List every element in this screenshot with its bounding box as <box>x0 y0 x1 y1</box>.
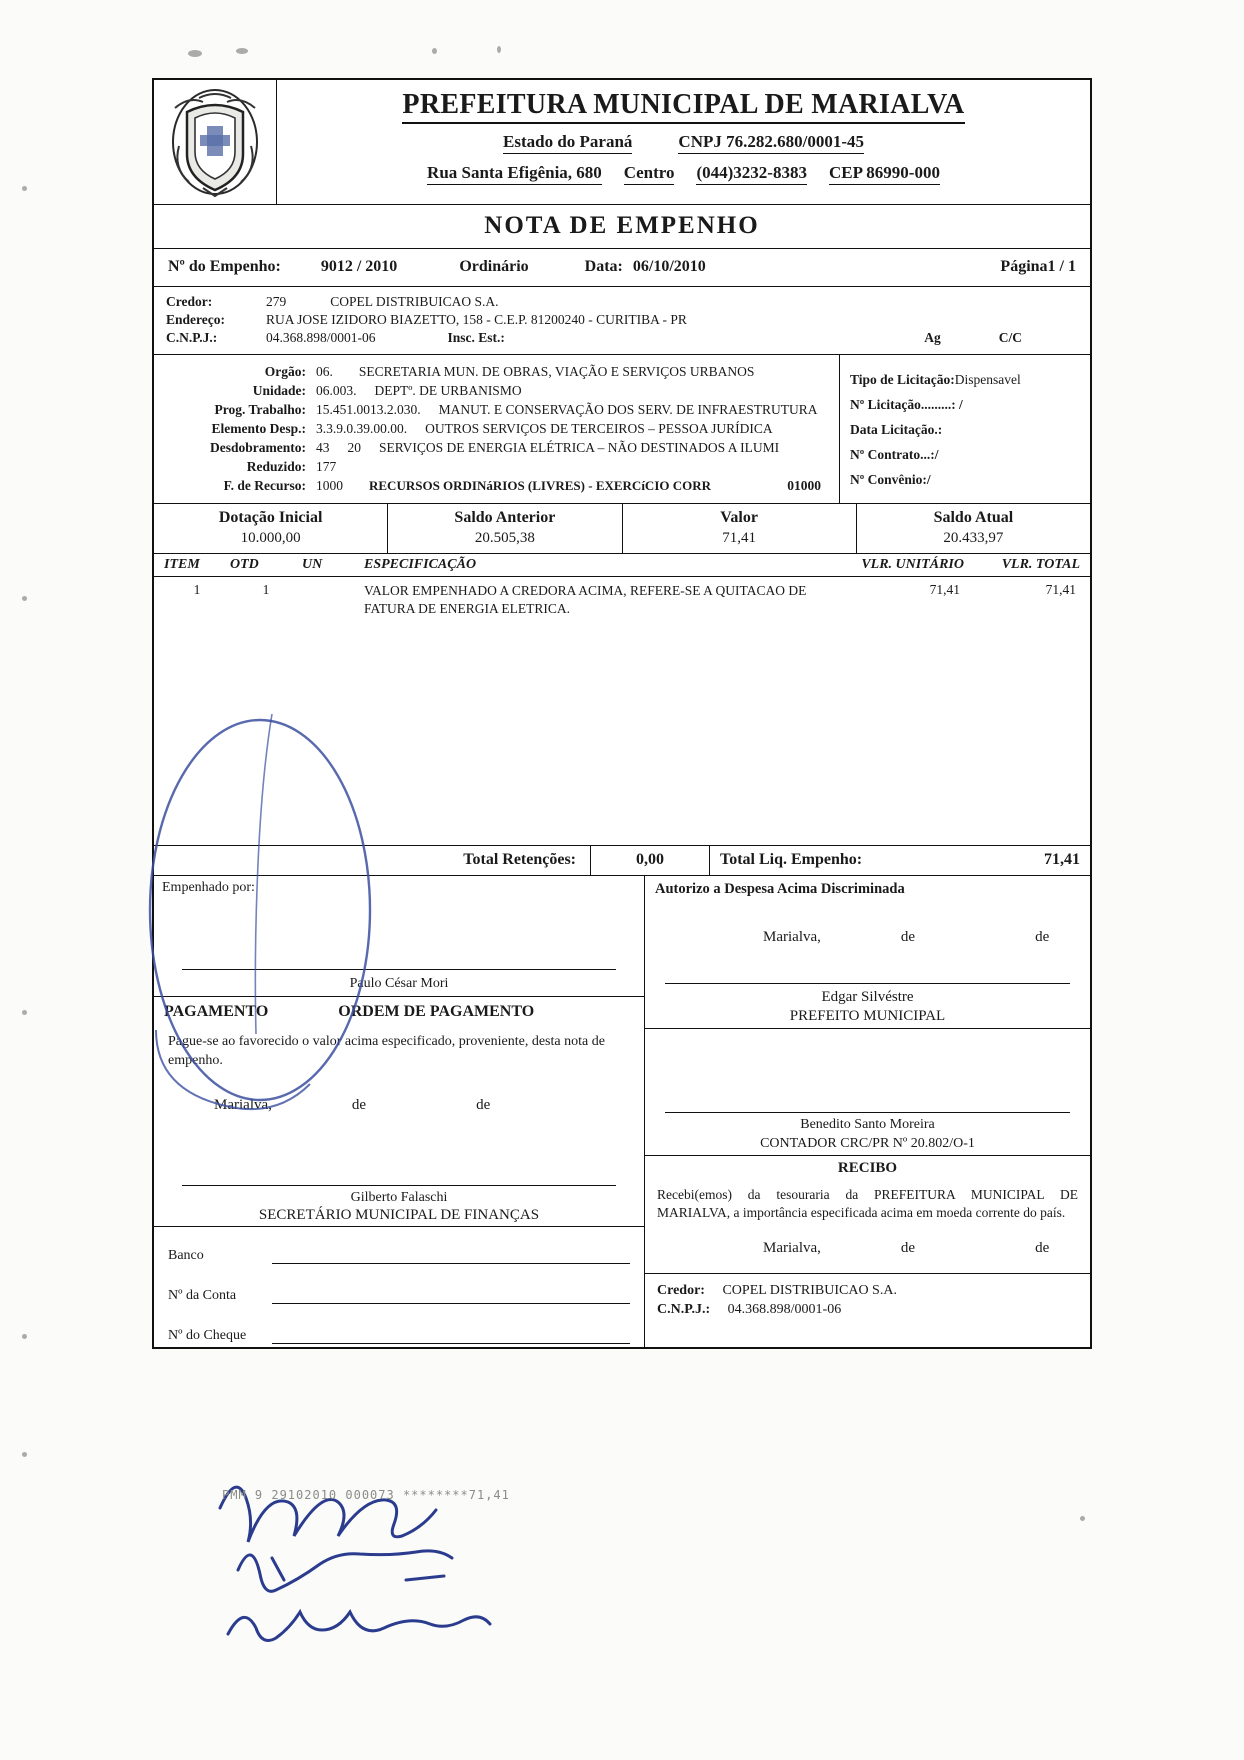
district-label: Centro <box>624 163 675 185</box>
reduzido-label: Reduzido: <box>246 459 306 474</box>
prefeito-cargo: PREFEITO MUNICIPAL <box>789 1008 946 1024</box>
saldo-atual-label: Saldo Atual <box>933 509 1014 526</box>
unidade-desc: DEPTº. DE URBANISMO <box>374 383 522 398</box>
page-label: Página <box>1000 258 1048 275</box>
pagamento-de-1: de <box>351 1096 367 1113</box>
creditor-code: 279 <box>266 294 287 309</box>
scan-artifact <box>1080 1516 1085 1521</box>
col-un: UN <box>302 557 323 572</box>
signature-line <box>665 983 1070 984</box>
ordem-pagamento-title: ORDEM DE PAGAMENTO <box>338 1003 535 1020</box>
banco-input-line[interactable] <box>272 1262 630 1264</box>
desdobramento-label: Desdobramento: <box>210 440 306 455</box>
orgao-desc: SECRETARIA MUN. DE OBRAS, VIAÇÃO E SERVIÇOS URBANOS <box>358 364 755 379</box>
valor-label: Valor <box>720 509 758 526</box>
saldo-atual-value: 20.433,97 <box>943 530 1004 546</box>
prog-trabalho-label: Prog. Trabalho: <box>214 402 306 417</box>
recibo-creditor-block <box>645 1273 1090 1327</box>
desdobramento-code-2: 20 <box>347 440 361 455</box>
phone-label: (044)3232-8383 <box>696 163 806 185</box>
cell-un <box>302 582 364 618</box>
cep-label: CEP 86990-000 <box>829 163 940 185</box>
scan-artifact <box>22 1452 27 1457</box>
state-label: Estado do Paraná <box>503 132 632 154</box>
contador-cargo: CONTADOR CRC/PR Nº 20.802/O-1 <box>760 1136 975 1151</box>
banco-row[interactable] <box>154 1227 644 1267</box>
empenho-date-label: Data: <box>584 258 623 275</box>
reduzido-value: 177 <box>316 459 337 474</box>
empenhado-por-label: Empenhado por: <box>162 880 255 895</box>
col-vlr-unitario: VLR. UNITÁRIO <box>861 557 964 572</box>
recibo-date-line <box>645 1240 1090 1257</box>
desdobramento-desc: SERVIÇOS DE ENERGIA ELÉTRICA – NÃO DESTINADOS A ILUMI <box>379 440 780 455</box>
cheque-row[interactable] <box>154 1307 644 1347</box>
page-value: 1 / 1 <box>1047 258 1076 275</box>
cheque-label: Nº do Cheque <box>168 1327 247 1343</box>
empenho-type-value: Ordinário <box>459 258 529 275</box>
scan-artifact <box>22 596 27 601</box>
creditor-block <box>154 287 1090 355</box>
scan-artifact <box>236 48 248 54</box>
unidade-code: 06.003. <box>316 383 357 398</box>
city-crest <box>154 80 277 204</box>
orgao-code: 06. <box>316 364 333 379</box>
table-row <box>154 577 1090 618</box>
scan-artifact <box>22 1010 27 1015</box>
secretario-nome: Gilberto Falaschi <box>350 1189 448 1205</box>
total-retencoes-label: Total Retenções: <box>463 851 576 868</box>
coat-of-arms-icon <box>169 86 261 198</box>
total-liquido-label: Total Liq. Empenho: <box>720 851 863 868</box>
creditor-label: Credor: <box>166 294 213 309</box>
prefeito-nome: Edgar Silvéstre <box>821 989 914 1005</box>
recibo-cnpj-value: 04.368.898/0001-06 <box>727 1302 842 1318</box>
document-header <box>154 80 1090 205</box>
recibo-de-2: de <box>1035 1240 1050 1257</box>
pagamento-title: PAGAMENTO <box>164 1003 269 1020</box>
autorizo-date-line <box>645 929 1090 946</box>
balance-cell-saldo-atual <box>857 504 1090 553</box>
document-type-title: NOTA DE EMPENHO <box>154 205 1090 249</box>
signature-line <box>182 969 616 970</box>
recibo-de-1: de <box>900 1240 916 1257</box>
pagamento-local: Marialva, <box>214 1096 272 1113</box>
cell-vlr-total: 71,41 <box>1045 582 1076 597</box>
signature-line <box>665 1112 1070 1113</box>
conta-input-line[interactable] <box>272 1302 630 1304</box>
pagamento-text: Pague-se ao favorecido o valor acima especificado, proveniente, desta nota de empenho. <box>168 1034 605 1068</box>
cnpj-label: CNPJ 76.282.680/0001-45 <box>678 132 864 154</box>
col-especificacao: ESPECIFICAÇÃO <box>364 557 477 572</box>
creditor-address-value: RUA JOSE IZIDORO BIAZETTO, 158 - C.E.P. 81200240 - CURITIBA - PR <box>266 312 687 327</box>
creditor-insc-label: Insc. Est.: <box>447 330 505 345</box>
balance-cell-saldo-anterior <box>388 504 622 553</box>
scan-artifact <box>432 48 437 54</box>
cell-vlr-unitario: 71,41 <box>929 582 960 597</box>
address-label: Rua Santa Efigênia, 680 <box>427 163 602 185</box>
elemento-despesa-label: Elemento Desp.: <box>211 421 306 436</box>
balance-cell-dotacao <box>154 504 388 553</box>
items-table-header <box>154 554 1090 577</box>
cell-item: 1 <box>193 582 201 597</box>
signatures-right-column <box>645 876 1090 1347</box>
fonte-recurso-code: 1000 <box>316 478 343 493</box>
desdobramento-code-1: 43 <box>316 440 330 455</box>
elemento-despesa-code: 3.3.9.0.39.00.00. <box>316 421 408 436</box>
contador-nome: Benedito Santo Moreira <box>800 1117 935 1132</box>
dotacao-inicial-value: 10.000,00 <box>240 530 301 546</box>
recibo-credor-nome: COPEL DISTRIBUICAO S.A. <box>722 1283 897 1299</box>
contador-block <box>645 1028 1090 1155</box>
creditor-address-label: Endereço: <box>166 312 225 327</box>
banco-label: Banco <box>168 1247 204 1263</box>
autorizo-block <box>645 876 1090 1028</box>
scan-artifact <box>188 50 202 57</box>
numero-convenio-label: Nº Convênio:/ <box>850 472 931 487</box>
empenho-number-value: 9012 / 2010 <box>320 258 398 275</box>
pagamento-de-2: de <box>476 1096 491 1113</box>
scan-artifact <box>22 186 27 191</box>
fonte-recurso-label: F. de Recurso: <box>223 478 306 493</box>
saldo-anterior-label: Saldo Anterior <box>454 509 556 526</box>
unidade-label: Unidade: <box>252 383 306 398</box>
bank-agency-label: Ag <box>924 330 941 345</box>
cheque-input-line[interactable] <box>272 1342 630 1344</box>
numero-licitacao-label: Nº Licitação.........: / <box>850 397 963 412</box>
autorizo-de-1: de <box>900 929 916 945</box>
col-otd: OTD <box>230 557 259 572</box>
tipo-licitacao-label: Tipo de Licitação: <box>850 372 955 387</box>
recibo-cnpj-label: C.N.P.J.: <box>657 1302 711 1318</box>
signatures-left-column <box>154 876 645 1347</box>
page-title: PREFEITURA MUNICIPAL DE MARIALVA <box>402 88 964 124</box>
empenho-summary-row <box>154 249 1090 287</box>
tipo-licitacao-value: Dispensavel <box>954 372 1021 387</box>
total-liquido-value: 71,41 <box>1044 851 1080 868</box>
elemento-despesa-desc: OUTROS SERVIÇOS DE TERCEIROS – PESSOA JURÍDICA <box>425 421 773 436</box>
signature-line <box>182 1185 616 1186</box>
empenhado-por-nome: Paulo César Mori <box>349 976 449 991</box>
cell-otd: 1 <box>262 582 270 597</box>
bank-fields <box>154 1226 644 1347</box>
signatures-section <box>154 876 1090 1347</box>
prog-trabalho-desc: MANUT. E CONSERVAÇÃO DOS SERV. DE INFRAESTRUTURA <box>438 402 818 417</box>
budget-classification-block <box>154 355 1090 504</box>
orgao-label: Orgão: <box>264 364 306 379</box>
pagamento-header <box>154 996 644 1026</box>
secretario-financas-block <box>154 1114 644 1226</box>
valor-value: 71,41 <box>722 530 756 546</box>
saldo-anterior-value: 20.505,38 <box>474 530 535 546</box>
autorizo-de-2: de <box>1035 929 1050 945</box>
conta-row[interactable] <box>154 1267 644 1307</box>
bank-account-label: C/C <box>998 330 1022 345</box>
footer-barcode-text: PMM 9 29102010 000073 ********71,41 <box>222 1488 510 1502</box>
creditor-cnpj-value: 04.368.898/0001-06 <box>266 330 376 345</box>
empenho-number-label: Nº do Empenho: <box>168 258 281 275</box>
recibo-local: Marialva, <box>763 1240 821 1257</box>
fonte-recurso-number: 01000 <box>787 478 821 493</box>
conta-label: Nº da Conta <box>168 1287 237 1303</box>
nota-de-empenho-document <box>152 78 1092 1349</box>
creditor-name: COPEL DISTRIBUICAO S.A. <box>330 294 499 309</box>
dotacao-inicial-label: Dotação Inicial <box>218 509 323 526</box>
prog-trabalho-code: 15.451.0013.2.030. <box>316 402 421 417</box>
scan-artifact <box>497 46 501 53</box>
balance-row <box>154 504 1090 554</box>
total-retencoes-value: 0,00 <box>590 846 710 875</box>
balance-cell-valor <box>623 504 857 553</box>
scan-artifact <box>22 1334 27 1339</box>
fonte-recurso-desc: RECURSOS ORDINáRIOS (LIVRES) - EXERCíCIO CORR <box>369 478 712 493</box>
col-vlr-total: VLR. TOTAL <box>1001 557 1080 572</box>
creditor-cnpj-label: C.N.P.J.: <box>166 330 218 345</box>
numero-contrato-label: Nº Contrato...:/ <box>850 447 939 462</box>
items-table-body <box>154 577 1090 845</box>
autorizo-label: Autorizo a Despesa Acima Discriminada <box>655 881 905 897</box>
autorizo-local: Marialva, <box>763 929 821 945</box>
recibo-credor-label: Credor: <box>657 1283 705 1299</box>
cell-especificacao: VALOR EMPENHADO A CREDORA ACIMA, REFERE-SE A QUITACAO DE FATURA DE ENERGIA ELETRICA. <box>364 583 807 617</box>
data-licitacao-label: Data Licitação.: <box>850 422 943 437</box>
totals-row <box>154 845 1090 876</box>
empenhado-por-block <box>154 876 644 996</box>
secretario-cargo: SECRETÁRIO MUNICIPAL DE FINANÇAS <box>258 1206 540 1223</box>
col-item: ITEM <box>164 557 200 572</box>
recibo-title: RECIBO <box>645 1155 1090 1181</box>
recibo-text: Recebi(emos) da tesouraria da PREFEITURA MUNICIPAL DE MARIALVA, a importância especificada acima em moeda corrente do país. <box>657 1187 1078 1221</box>
pagamento-date-line <box>154 1097 644 1114</box>
empenho-date-value: 06/10/2010 <box>632 258 706 275</box>
